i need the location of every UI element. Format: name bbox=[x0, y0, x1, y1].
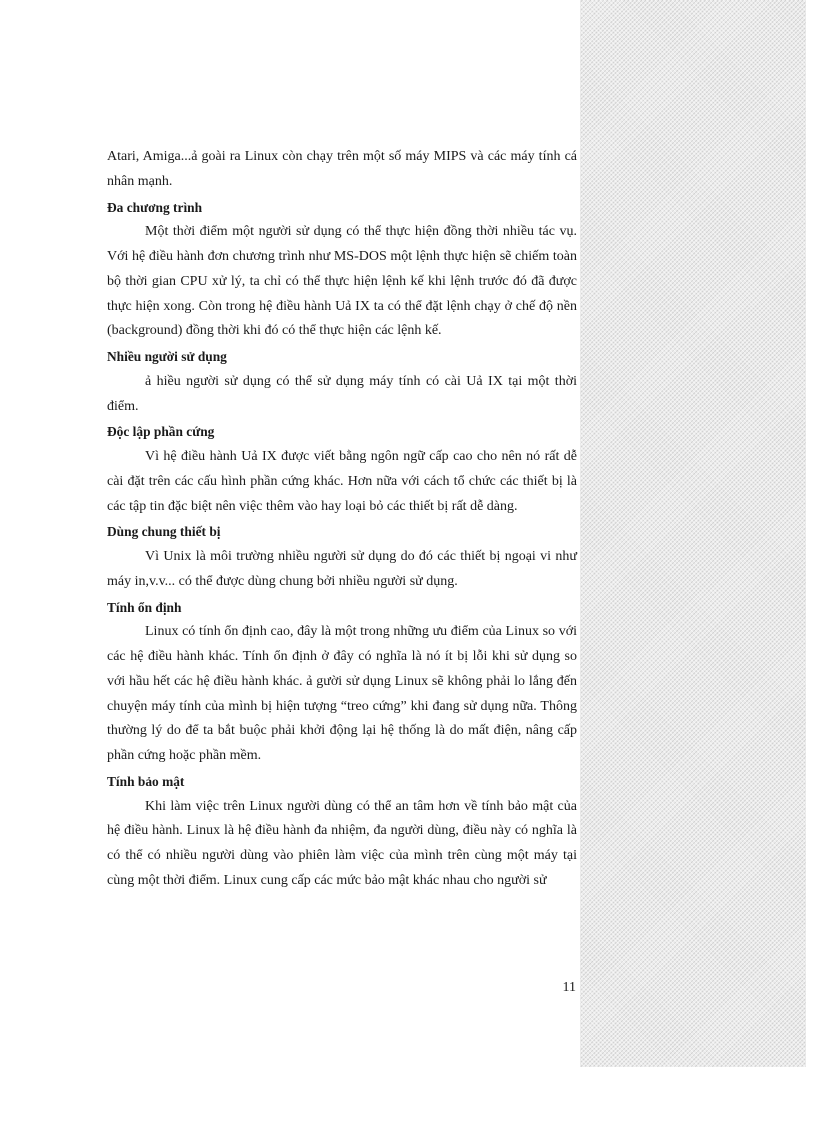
section-heading: Nhiều người sử dụng bbox=[107, 349, 227, 365]
section-heading: Độc lập phần cứng bbox=[107, 424, 215, 440]
section-multiprogramming bbox=[107, 195, 577, 345]
section-multi-user bbox=[107, 344, 577, 419]
page-number: 11 bbox=[562, 980, 576, 995]
section-paragraph: Một thời điểm một người sử dụng có thể thực hiện đồng thời nhiều tác vụ. Với hệ điều hành đơn chương trình như MS-DOS một lệnh thực hiện sẽ chiếm toàn bộ thời gian CPU xử lý, ta chỉ có thể thực hiện lệnh kế khi lệnh trước đó đã được thực hiện xong. Còn trong hệ điều hành Uả IX ta có thể đặt lệnh chạy ở chế độ nền (background) đồng thời khi đó có thể thực hiện các lệnh kế. bbox=[107, 224, 577, 339]
section-paragraph: Khi làm việc trên Linux người dùng có thể an tâm hơn về tính bảo mật của hệ điều hành. Linux là hệ điều hành đa nhiệm, đa người dùng, điều này có nghĩa là có thể có nhiều người dùng vào phiên làm việc của mình trên cùng một máy tại cùng một thời điểm. Linux cung cấp các mức bảo mật khác nhau cho người sử bbox=[107, 798, 577, 888]
section-hardware-independence bbox=[107, 419, 577, 519]
section-heading: Đa chương trình bbox=[107, 199, 203, 215]
section-paragraph: ả hiều người sử dụng có thể sử dụng máy tính có cài Uả IX tại một thời điểm. bbox=[107, 373, 577, 414]
section-heading: Tính ổn định bbox=[107, 599, 182, 615]
section-paragraph: Vì hệ điều hành Uả IX được viết bằng ngôn ngữ cấp cao cho nên nó rất dễ cài đặt trên các cấu hình phần cứng khác. Hơn nữa với cách tổ chức các thiết bị là các tập tin đặc biệt nên việc thêm vào hay loại bỏ các thiết bị rất dễ dàng. bbox=[107, 448, 577, 514]
section-security bbox=[107, 769, 577, 894]
section-heading: Dùng chung thiết bị bbox=[107, 524, 221, 540]
section-shared-devices bbox=[107, 519, 577, 594]
section-paragraph: Vì Unix là môi trường nhiều người sử dụng do đó các thiết bị ngoại vi như máy in,v.v... có thể được dùng chung bởi nhiều người sử dụng. bbox=[107, 548, 577, 589]
section-paragraph: Linux có tính ổn định cao, đây là một trong những ưu điểm của Linux so với các hệ điều hành khác. Tính ổn định ở đây có nghĩa là nó ít bị lỗi khi sử dụng so với hầu hết các hệ điều hành khác. ả gười sử dụng Linux sẽ không phải lo lắng đến chuyện máy tính của mình bị hiện tượng “treo cứng” khi đang sử dụng nữa. Thông thường lý do để ta bắt buộc phải khởi động lại hệ thống là do mất điện, nâng cấp phần cứng hoặc phần mềm. bbox=[107, 624, 577, 764]
section-heading: Tính bảo mật bbox=[107, 773, 185, 789]
intro-paragraph: Atari, Amiga...ả goài ra Linux còn chạy trên một số máy MIPS và các máy tính cá nhân mạnh. bbox=[107, 149, 577, 189]
page-body bbox=[107, 145, 577, 894]
comment-margin-pane bbox=[580, 0, 806, 1067]
section-stability bbox=[107, 595, 577, 769]
